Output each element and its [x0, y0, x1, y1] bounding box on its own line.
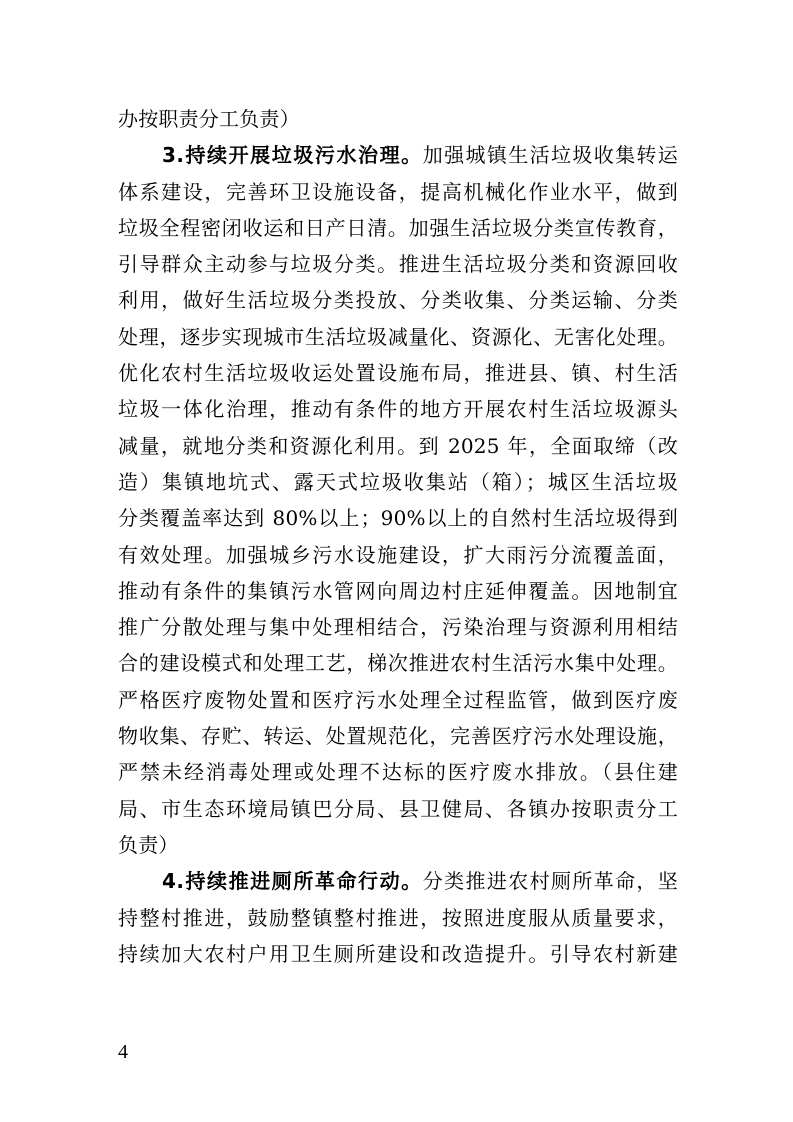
- text-line: 负责）: [118, 832, 179, 857]
- text-line: 物收集、存贮、转运、处置规范化，完善医疗污水处理设施，: [118, 724, 678, 749]
- text-line: 合的建设模式和处理工艺，梯次推进农村生活污水集中处理。: [118, 651, 678, 676]
- section-4-lead-text: 分类推进农村厕所革命，坚: [422, 869, 678, 894]
- section-4-heading: 4.持续推进厕所革命行动。: [162, 869, 423, 894]
- text-line: 处理，逐步实现城市生活垃圾减量化、资源化、无害化处理。: [118, 324, 678, 349]
- text-line: 利用，做好生活垃圾分类投放、分类收集、分类运输、分类: [118, 288, 678, 313]
- text-line: 推广分散处理与集中处理相结合，污染治理与资源利用相结: [118, 615, 678, 640]
- text-line: 垃圾全程密闭收运和日产日清。加强生活垃圾分类宣传教育，: [118, 215, 678, 240]
- text-line: 推动有条件的集镇污水管网向周边村庄延伸覆盖。因地制宜: [118, 578, 678, 603]
- text-line: 减量，就地分类和资源化利用。到 2025 年，全面取缔（改: [118, 433, 678, 458]
- text-line: 办按职责分工负责）: [118, 107, 300, 131]
- text-line: 严格医疗废物处置和医疗污水处理全过程监管，做到医疗废: [118, 687, 678, 712]
- section-3-heading: 3.持续开展垃圾污水治理。: [162, 143, 423, 168]
- section-4-first-line: [118, 863, 678, 899]
- section-3-lead-text: 加强城镇生活垃圾收集转运: [422, 143, 678, 168]
- text-line: 持续加大农村户用卫生厕所建设和改造提升。引导农村新建: [118, 941, 678, 966]
- section-3-first-line: [118, 137, 678, 173]
- text-line: 分类覆盖率达到 80%以上；90%以上的自然村生活垃圾得到: [118, 506, 678, 531]
- text-line: 垃圾一体化治理，推动有条件的地方开展农村生活垃圾源头: [118, 397, 678, 422]
- text-line: 有效处理。加强城乡污水设施建设，扩大雨污分流覆盖面，: [118, 542, 678, 567]
- body-text: [118, 101, 678, 972]
- text-line: 局、市生态环境局镇巴分局、县卫健局、各镇办按职责分工: [118, 796, 678, 821]
- text-line: 优化农村生活垃圾收运处置设施布局，推进县、镇、村生活: [118, 361, 678, 386]
- page-number: 4: [118, 1041, 128, 1063]
- text-line: 体系建设，完善环卫设施设备，提高机械化作业水平，做到: [118, 179, 678, 204]
- text-line: 造）集镇地坑式、露天式垃圾收集站（箱）；城区生活垃圾: [118, 469, 678, 494]
- text-line: 严禁未经消毒处理或处理不达标的医疗废水排放。（县住建: [118, 760, 678, 785]
- text-line: 引导群众主动参与垃圾分类。推进生活垃圾分类和资源回收: [118, 252, 678, 277]
- text-line: 持整村推进，鼓励整镇整村推进，按照进度服从质量要求，: [118, 905, 678, 930]
